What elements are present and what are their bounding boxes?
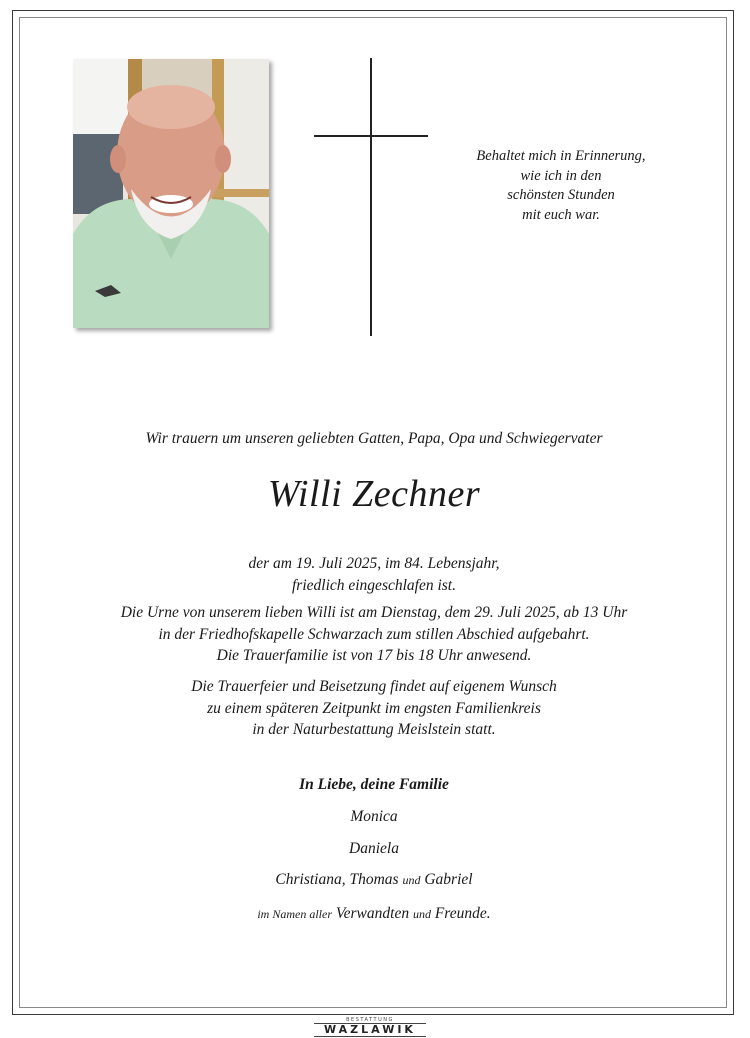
poem-line: schönsten Stunden — [507, 187, 615, 203]
conjunction: und — [402, 873, 421, 887]
poem-line: wie ich in den — [520, 167, 602, 184]
family-member: Christiana, Thomas — [275, 871, 399, 888]
funeral-home-logo — [308, 1018, 432, 1038]
memorial-cross-vertical — [370, 58, 372, 336]
death-notice-line: friedlich eingeschlafen ist. — [291, 576, 456, 594]
family-member: Gabriel — [424, 871, 473, 888]
ceremony-notice-line: zu einem späteren Zeitpunkt im engsten Familienkreis — [207, 699, 541, 717]
ceremony-notice — [22, 676, 726, 741]
ceremony-notice-line: in der Naturbestattung Meislstein statt. — [252, 721, 496, 738]
urn-notice-line: Die Urne von unserem lieben Willi ist am Dienstag, dem 29. Juli 2025, ab 13 Uhr — [120, 604, 628, 621]
urn-notice-line: Die Trauerfamilie ist von 17 bis 18 Uhr anwesend. — [216, 647, 532, 664]
poem-line: mit euch war. — [522, 206, 600, 223]
closing-relatives: Verwandten — [335, 905, 410, 922]
closing-prefix: im Namen aller — [257, 907, 333, 921]
memorial-poem — [440, 147, 682, 225]
poem-line: Behaltet mich in Erinnerung, — [476, 148, 646, 164]
intro-text: Wir trauern um unseren geliebten Gatten, Papa, Opa und Schwiegervater — [145, 430, 603, 447]
family-member: Monica — [350, 808, 398, 825]
death-notice-line: der am 19. Juli 2025, im 84. Lebensjahr, — [248, 555, 500, 572]
family-members-line — [22, 871, 726, 889]
closing-friends: Freunde. — [434, 905, 491, 922]
closing-line — [22, 905, 726, 923]
deceased-name: Willi Zechner — [267, 473, 481, 515]
family-signoff: In Liebe, deine Familie — [299, 776, 449, 793]
conjunction: und — [412, 907, 431, 921]
memorial-cross-horizontal — [314, 135, 428, 137]
urn-notice-line: in der Friedhofskapelle Schwarzach zum stillen Abschied aufgebahrt. — [158, 625, 590, 643]
logo-brand: WAZLAWIK — [314, 1023, 426, 1037]
death-notice — [22, 553, 726, 596]
portrait-photo — [73, 59, 269, 328]
ceremony-notice-line: Die Trauerfeier und Beisetzung findet auf eigenem Wunsch — [191, 678, 557, 695]
logo-top-text: BESTATTUNG — [346, 1017, 394, 1023]
urn-notice — [22, 602, 726, 667]
portrait-illustration — [73, 59, 269, 328]
family-member: Daniela — [349, 840, 399, 857]
